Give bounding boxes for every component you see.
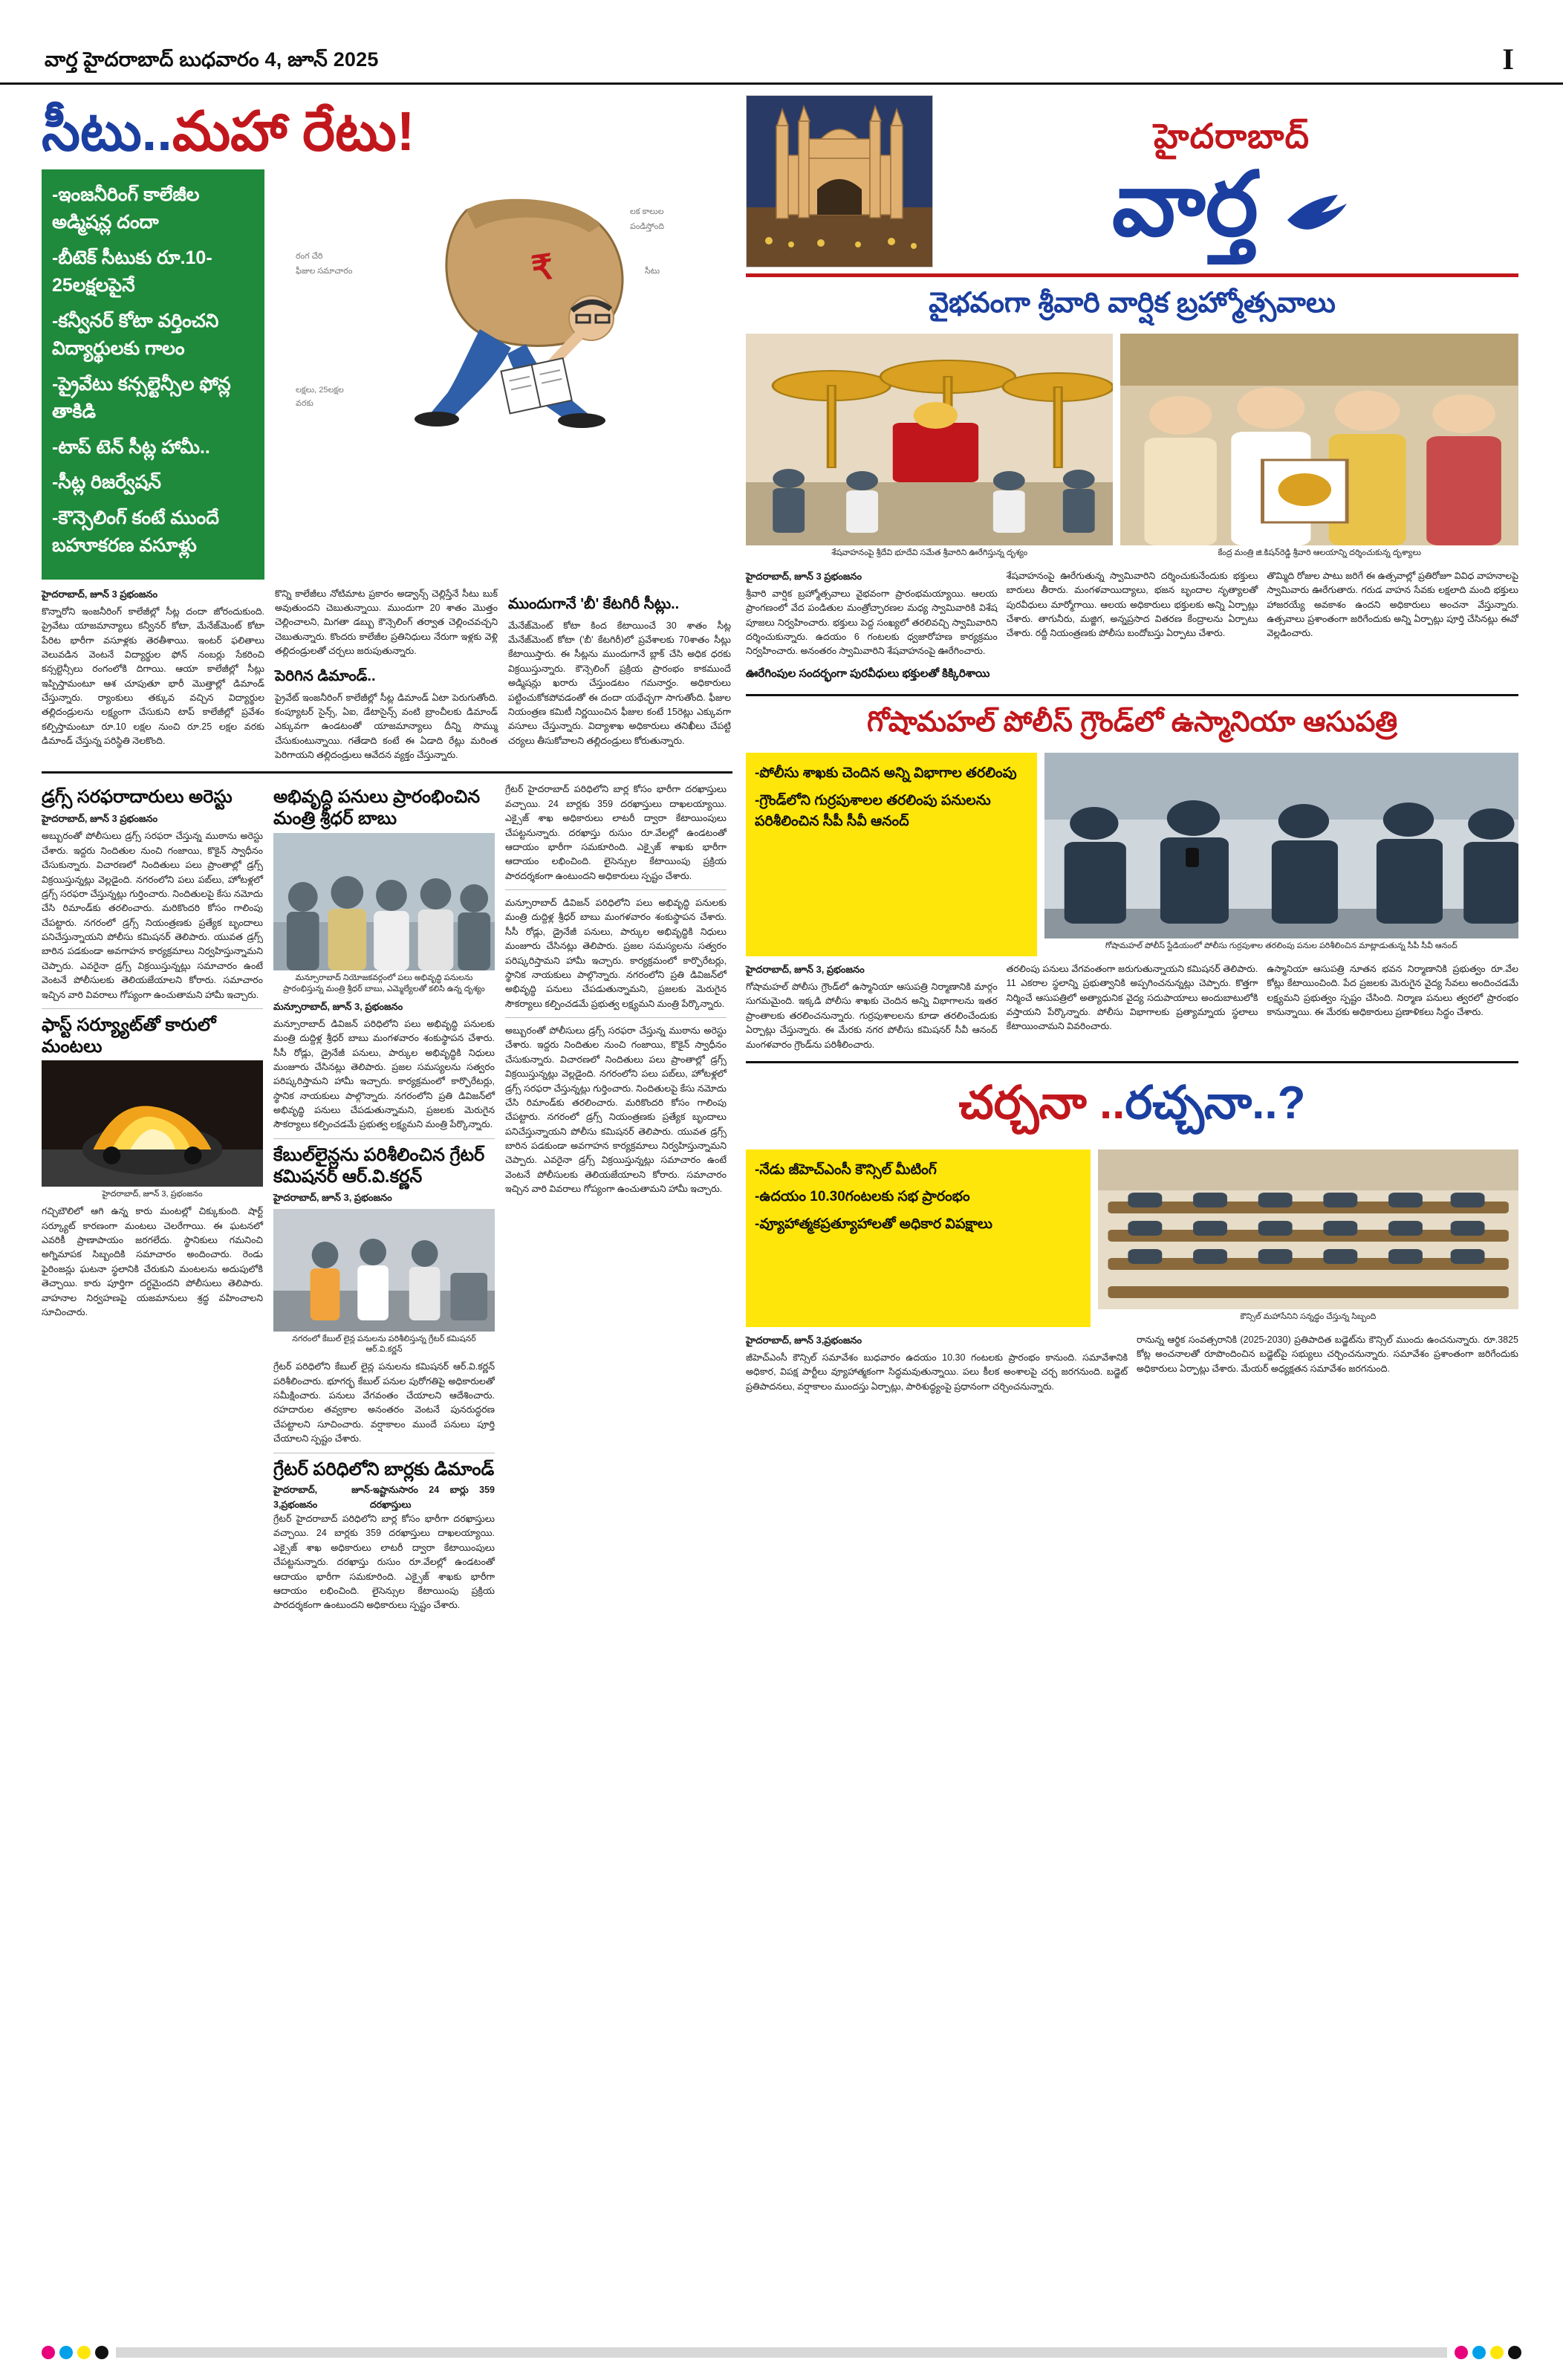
- charminar-photo: [746, 95, 933, 267]
- hospital-text-columns: [746, 962, 1518, 1052]
- dot-cyan: [59, 2346, 73, 2359]
- minister-temple-caption: కేంద్ర మంత్రి జి.కిషన్‌రెడ్డి శ్రీవారి ఆలయాన్ని దర్శించుకున్న దృశ్యాలు: [1218, 548, 1421, 557]
- lead-bullet-1: -బీటెక్ సీటుకు రూ.10-25లక్షలపైనే: [52, 247, 212, 296]
- right-registration-dots: [1455, 2346, 1521, 2359]
- left-column: [42, 95, 732, 1613]
- hospital-byline: హైదరాబాద్, జూన్ 3, ప్రభంజనం: [746, 963, 865, 975]
- story-minister-body: మన్సూరాబాద్ డివిజన్ పరిధిలోని పలు అభివృద్ధి పనులకు మంత్రి దుద్దిళ్ల శ్రీధర్ బాబు మంగళవారం శంకుస్థాపన చేశారు. సీసీ రోడ్లు, డ్రైనేజీ పనులు, పార్కుల అభివృద్ధికి నిధులు మంజూరు చేసినట్లు తెలిపారు. ప్రజల సమస్యలను సత్వరం పరిష్కరిస్తామని హామీ ఇచ్చారు. కార్యక్రమంలో కార్పొరేటర్లు, స్థానిక నాయకులు పాల్గొన్నారు. నగరంలోని ప్రతి డివిజన్‌లో అభివృద్ధి పనులు చేపడుతున్నామని, ప్రజలకు మెరుగైన సౌకర్యాలు కల్పించడమే ప్రభుత్వ లక్ష్యమని మంత్రి పేర్కొన్నారు.: [273, 1018, 495, 1130]
- story-hospital-head: గోషామహల్ పోలీస్ గ్రౌండ్‌లో ఉస్మానియా ఆసుపత్రి: [866, 707, 1398, 739]
- right-column: [746, 95, 1518, 1613]
- lead-col-1: [42, 587, 264, 763]
- hospital-col3: [1267, 962, 1518, 1052]
- lead-headline-part1: సీటు..: [42, 100, 172, 162]
- bottom-color-registration-strip: [42, 2344, 1521, 2361]
- hospital-bullets-box: [746, 753, 1037, 956]
- council-bullet-2: -వ్యూహాత్మకప్రత్యూహాలతో అధికార విపక్షాలు: [755, 1216, 992, 1232]
- minister-photo: [273, 833, 495, 970]
- flag-titles: [945, 116, 1518, 254]
- minister-photo-caption: మన్సూరాబాద్ నియోజకవర్గంలో పలు అభివృద్ధి పనులను ప్రారంభిస్తున్న మంత్రి శ్రీధర్ బాబు, ఎమ్మెల్యేలతో కలిసి ఉన్న దృశ్యం: [283, 973, 485, 993]
- lead-top-block: [42, 169, 732, 580]
- story-minister-continuation: మన్సూరాబాద్ డివిజన్ పరిధిలోని పలు అభివృద్ధి పనులకు మంత్రి దుద్దిళ్ల శ్రీధర్ బాబు మంగళవారం శంకుస్థాపన చేశారు. సీసీ రోడ్లు, డ్రైనేజీ పనులు, పార్కుల అభివృద్ధికి నిధులు మంజూరు చేసినట్లు తెలిపారు. ప్రజల సమస్యలను సత్వరం పరిష్కరిస్తామని హామీ ఇచ్చారు. కార్యక్రమంలో కార్పొరేటర్లు, స్థానిక నాయకులు పాల్గొన్నారు. నగరంలోని ప్రతి డివిజన్‌లో అభివృద్ధి పనులు చేపడుతున్నామని, ప్రజలకు మెరుగైన సౌకర్యాలు కల్పించడమే ప్రభుత్వ లక్ష్యమని మంత్రి పేర్కొన్నారు.: [505, 898, 727, 1009]
- left-lower-col-b: [273, 782, 495, 1612]
- left-registration-dots: [42, 2346, 108, 2359]
- lead-bullet-0: -ఇంజనీరింగ్ కాలేజీల అడ్మిషన్ల దందా: [52, 184, 200, 233]
- hospital-bullet-0: -పోలీసు శాఖకు చెందిన అన్ని విభాగాల తరలింపు: [755, 765, 1017, 782]
- story-carfire-head: ఫాస్ట్ సర్య్యూట్‌తో కారులో మంటలు: [42, 1014, 216, 1057]
- story-bars-subline: [273, 1483, 495, 1512]
- svg-text:పండిస్తోంది: పండిస్తోంది: [630, 221, 664, 231]
- hospital-col2: [1007, 962, 1258, 1052]
- brahmotsavam-col1-body: శ్రీవారి వార్షిక బ్రహ్మోత్సవాలు వైభవంగా ప్రారంభమయ్యాయి. ఆలయ ప్రాంగణంలో వేద పండితుల మంత్రోచ్ఛారణల మధ్య స్వామివారికి విశేష పూజలు నిర్వహించారు. భక్తులు పెద్ద సంఖ్యలో తరలివచ్చి స్వామివారిని దర్శించుకున్నారు. ఉదయం 6 గంటలకు ధ్వజారోహణ కార్యక్రమం నిర్వహించారు. అనంతరం స్వామివారిని శేషవాహనంపై ఊరేగించారు.: [746, 588, 998, 657]
- story-minister-head: అభివృద్ధి పనులు ప్రారంభించిన మంత్రి శ్రీధర్ బాబు: [273, 787, 481, 829]
- svg-text:వరకు: వరకు: [296, 398, 313, 408]
- council-col2: [1137, 1333, 1518, 1394]
- left-lower-grid: [42, 782, 732, 1612]
- story-minister-byline: మన్సూరాబాద్, జూన్ 3, ప్రభంజనం: [273, 1000, 403, 1012]
- story-brahmotsavam-head: వైభవంగా శ్రీవారి వార్షిక బ్రహ్మోత్సవాలు: [929, 288, 1336, 319]
- newspaper-flag: [746, 95, 1518, 277]
- council-col1: [746, 1333, 1128, 1394]
- lead-col2-subhead: పెరిగిన డిమాండ్..: [275, 667, 376, 684]
- left-lower-col-c: [505, 782, 727, 1612]
- lead-col2-subbody: ప్రైవేట్ ఇంజనీరింగ్ కాలేజీల్లో సీట్ల డిమాండ్ ఏటా పెరుగుతోంది. కంప్యూటర్ సైన్స్, ఏఐ, డేటాసైన్స్ వంటి బ్రాంచీలకు డిమాండ్ ఎక్కువగా ఉండటంతో యాజమాన్యాలు దీన్ని సొమ్ము చేసుకుంటున్నాయి. గతేడాది కంటే ఈ ఏడాది రేట్లు మరింత పెరిగాయని తల్లిదండ్రులు ఆవేదన వ్యక్తం చేస్తున్నారు.: [275, 692, 498, 761]
- lead-bullet-6: -కౌన్సెలింగ్ కంటే ముందే బహూకరణ వసూళ్లు: [52, 507, 219, 557]
- masthead-date-line: వార్త హైదరాబాద్ బుధవారం 4, జూన్ 2025: [45, 48, 379, 71]
- divider-b1: [273, 1138, 495, 1139]
- brahmotsavam-byline: హైదరాబాద్, జూన్ 3 ప్రభంజనం: [746, 570, 862, 582]
- story-carfire-byline: హైదరాబాద్, జూన్ 3, ప్రభంజనం: [102, 1190, 203, 1199]
- dot-yellow: [77, 2346, 91, 2359]
- registration-grey-bar: [116, 2347, 1447, 2358]
- divider-a1: [42, 1008, 263, 1009]
- svg-text:లక కాలుల: లక కాలుల: [630, 207, 664, 216]
- council-hall-photo: [1098, 1150, 1518, 1309]
- lead-headline: [42, 100, 732, 162]
- divider-c2: [505, 1017, 727, 1018]
- lead-col-3: [508, 587, 731, 763]
- flag-city-title: హైదరాబాద్: [1154, 117, 1310, 155]
- lead-bullet-5: -సీట్ల రిజర్వేషన్: [52, 472, 161, 493]
- masthead-bar: [0, 0, 1563, 85]
- brahmotsavam-sub2: ఊరేగింపుల సందర్భంగా పురవీధులు భక్తులతో కిక్కిరిశాయి: [746, 667, 990, 680]
- left-divider: [42, 771, 732, 774]
- brahmotsavam-col3-body: తొమ్మిది రోజుల పాటు జరిగే ఈ ఉత్సవాల్లో ప్రతిరోజూ వివిధ వాహనాలపై స్వామివారు ఊరేగుతారు. గరుడ వాహన సేవకు లక్షలాది మంది భక్తులు హాజరయ్యే అవకాశం ఉందని అధికారులు అంచనా వేస్తున్నారు. ఉత్సవాలు ప్రశాంతంగా జరిగేందుకు అన్ని ఏర్పాట్లు పూర్తి చేసినట్లు ఈవో వెల్లడించారు.: [1267, 570, 1519, 639]
- lead-bullet-4: -టాప్ టెన్ సీట్ల హామీ..: [52, 436, 210, 458]
- lead-byline: హైదరాబాద్, జూన్ 3 ప్రభంజనం: [42, 588, 158, 600]
- story-council-head-part1: చర్చనా ..: [958, 1077, 1125, 1129]
- police-ground-photo: [1044, 753, 1518, 938]
- story-bars-continuation: గ్రేటర్ హైదరాబాద్ పరిధిలోని బార్ల కోసం భారీగా దరఖాస్తులు వచ్చాయి. 24 బార్లకు 359 దరఖాస్తులు దాఖలయ్యాయి. ఎక్సైజ్ శాఖ అధికారులు లాటరీ ద్వారా కేటాయింపులు చేపట్టనున్నారు. దరఖాస్తు రుసుం రూ.వేలల్లో ఉండటంతో ఆదాయం భారీగా సమకూరింది. ఎక్సైజ్ శాఖకు భారీగా ఆదాయం లభించింది. లైసెన్సుల కేటాయింపు ప్రక్రియ పారదర్శకంగా ఉంటుందని అధికారులు స్పష్టం చేశారు.: [505, 784, 727, 881]
- hospital-col1-body: గోషామహల్ పోలీసు గ్రౌండ్‌లో ఉస్మానియా ఆసుపత్రి నిర్మాణానికి మార్గం సుగమమైంది. ఇక్కడి పోలీసు శాఖకు చెందిన అన్ని విభాగాలను ఇతర ప్రాంతాలకు తరలించనున్నారు. గుర్రపుశాలలను కూడా తరలించేందుకు ఏర్పాట్లు చేస్తున్నారు. ఈ మేరకు నగర పోలీసు కమిషనర్ సీవీ ఆనంద్ మంగళవారం గ్రౌండ్‌ను పరిశీలించారు.: [746, 982, 998, 1050]
- council-photo-row: [746, 1150, 1518, 1327]
- brahmotsavam-col3: [1267, 569, 1518, 685]
- council-col2-body: రానున్న ఆర్థిక సంవత్సరానికి (2025-2030) ప్రతిపాదిత బడ్జెట్‌ను కౌన్సిల్ ముందు ఉంచనున్నారు. రూ.3825 కోట్ల అంచనాలతో రూపొందించిన బడ్జెట్‌పై సభ్యులు చర్చించనున్నారు. సమావేశం ప్రశాంతంగా జరిగేందుకు అధికారులు ఏర్పాట్లు చేశారు. మేయర్ అధ్యక్షతన సమావేశం జరగనుంది.: [1137, 1334, 1518, 1374]
- council-byline: హైదరాబాద్, జూన్ 3,ప్రభంజనం: [746, 1334, 862, 1346]
- dot-black: [95, 2346, 108, 2359]
- flag-main-title: [945, 155, 1518, 254]
- bird-icon: [1283, 162, 1351, 207]
- brahmotsavam-col2-body: శేషవాహనంపై ఊరేగుతున్న స్వామివారిని దర్శించుకునేందుకు భక్తులు బారులు తీరారు. మంగళవాయిద్యాలు, భజన బృందాల నృత్యాలతో పురవీధులు మార్మోగాయి. ఆలయ అధికారులు భక్తులకు అన్ని ఏర్పాట్లు చేశారు. తాగునీరు, మజ్జిగ, అన్నప్రసాద వితరణ కేంద్రాలను ఏర్పాటు చేశారు. రద్దీ నియంత్రణకు పోలీసు బందోబస్తు ఏర్పాటు చేశారు.: [1006, 570, 1258, 639]
- lead-bullet-2: -కన్వీనర్ కోటా వర్తించని విద్యార్థులకు గాలం: [52, 310, 219, 360]
- story-cable-byline: హైదరాబాద్, జూన్ 3, ప్రభంజనం: [273, 1192, 392, 1204]
- left-lower-col-a: [42, 782, 263, 1612]
- lead-bullets-box: [42, 169, 264, 580]
- story-council-head: [746, 1077, 1518, 1141]
- page-content: [0, 85, 1563, 1613]
- svg-text:₹: ₹: [529, 247, 556, 288]
- right-divider-1: [746, 694, 1518, 696]
- hospital-col1: [746, 962, 998, 1052]
- cable-inspection-photo: [273, 1209, 495, 1332]
- lead-cartoon-illustration: [275, 169, 732, 437]
- lead-col-2: [275, 587, 498, 763]
- story-bars-body: గ్రేటర్ హైదరాబాద్ పరిధిలోని బార్ల కోసం భారీగా దరఖాస్తులు వచ్చాయి. 24 బార్లకు 359 దరఖాస్తులు దాఖలయ్యాయి. ఎక్సైజ్ శాఖ అధికారులు లాటరీ ద్వారా కేటాయింపులు చేపట్టనున్నారు. దరఖాస్తు రుసుం రూ.వేలల్లో ఉండటంతో ఆదాయం భారీగా సమకూరింది. ఎక్సైజ్ శాఖకు భారీగా ఆదాయం లభించింది. లైసెన్సుల కేటాయింపు ప్రక్రియ పారదర్శకంగా ఉంటుందని అధికారులు స్పష్టం చేశారు.: [273, 1514, 495, 1611]
- story-cable-head: కేబుల్‌లైన్లను పరిశీలించిన గ్రేటర్ కమిషనర్ ఆర్.వి.కర్ణన్: [273, 1144, 485, 1187]
- council-bullet-0: -నేడు జీహెచ్ఎంసీ కౌన్సిల్ మీటింగ్: [755, 1161, 937, 1178]
- lead-col2-body: కొన్ని కాలేజీలు నోటిమాట ప్రకారం అడ్వాన్స్ చెల్లిస్తేనే సీటు బుక్ అవుతుందని చెబుతున్నాయి. ముందుగా 20 శాతం మొత్తం చెల్లించాలని, మిగతా డబ్బు కౌన్సెలింగ్ తర్వాత చెల్లించవచ్చని చెబుతున్నారు. కొందరు కాలేజీల ప్రతినిధులు నేరుగా ఇళ్లకు వెళ్లి తల్లిదండ్రులతో చర్చలు జరుపుతున్నారు.: [275, 588, 498, 657]
- minister-temple-photo: [1120, 334, 1518, 545]
- brahmotsavam-col1: [746, 569, 998, 685]
- dot-magenta-right: [1455, 2346, 1468, 2359]
- hospital-col3-body: ఉస్మానియా ఆసుపత్రి నూతన భవన నిర్మాణానికి ప్రభుత్వం రూ.వేల కోట్లు కేటాయించింది. పేద ప్రజలకు మెరుగైన వైద్య సేవలు అందించడమే లక్ష్యమని ప్రభుత్వం స్పష్టం చేసింది. నిర్మాణ పనులు త్వరలో ప్రారంభం కానున్నాయి. ఈ మేరకు అధికారులు ప్రణాళికలు సిద్ధం చేశారు.: [1267, 963, 1519, 1018]
- story-drugs-head: డ్రగ్స్ సరఫరాదారులు అరెస్టు: [42, 787, 233, 808]
- brahmotsavam-photo-row: [746, 334, 1518, 563]
- council-col1-body: జీహెచ్ఎంసీ కౌన్సిల్ సమావేశం బుధవారం ఉదయం 10.30 గంటలకు ప్రారంభం కానుంది. సమావేశానికి అధికార, విపక్ష పార్టీలు వ్యూహాత్మకంగా సిద్ధమవుతున్నాయి. పలు కీలక అంశాలపై చర్చ జరగనుంది. బడ్జెట్ ప్రతిపాదనలు, వర్షాకాలం ముందస్తు ఏర్పాట్లు, పారిశుద్ధ్యంపై ప్రధానంగా చర్చించనున్నారు.: [746, 1352, 1128, 1392]
- divider-c1: [505, 889, 727, 890]
- police-ground-caption: గోషామహల్ పోలీస్ స్టేడియంలో పోలీసు గుర్రపుశాల తరలింపు పనుల పరిశీలించిన మాట్లాడుతున్న సీపీ సీవీ ఆనంద్: [1105, 941, 1458, 951]
- lead-headline-part2: మహా రేటు!: [172, 100, 415, 162]
- lead-bullet-3: -ప్రైవేటు కన్సల్టెన్సీల ఫోన్ల తాకిడి: [52, 373, 231, 423]
- dot-cyan-right: [1472, 2346, 1486, 2359]
- story-drugs-continuation: అబ్బురంతో పోలీసులు డ్రగ్స్ సరఫరా చేస్తున్న ముఠాను అరెస్టు చేశారు. ఇద్దరు నిందితుల నుంచి గంజాయి, కొకైన్ స్వాధీనం చేసుకున్నారు. విచారణలో నిందితులు పలు ప్రాంతాల్లో డ్రగ్స్ విక్రయిస్తున్నట్లు వెల్లడైంది. నగరంలోని పలు పబ్‌లు, హోటళ్లలో డ్రగ్స్ సరఫరా చేస్తున్నట్లు గుర్తించారు. నిందితులపై కేసు నమోదు చేసి రిమాండ్‌కు తరలించారు. మరికొందరి కోసం గాలింపు చేపట్టారు. నగరంలో డ్రగ్స్ నియంత్రణకు ప్రత్యేక బృందాలు పనిచేస్తున్నాయని పోలీసు కమిషనర్ తెలిపారు. యువత డ్రగ్స్ బారిన పడకుండా అవగాహన కార్యక్రమాలు నిర్వహిస్తున్నామని చెప్పారు. ఎవరైనా డ్రగ్స్ విక్రయిస్తున్నట్లు సమాచారం ఉంటే వెంటనే పోలీసులకు తెలియజేయాలని కోరారు. సమాచారం ఇచ్చిన వారి వివరాలు గోప్యంగా ఉంచుతామని హామీ ఇచ్చారు.: [505, 1025, 727, 1195]
- story-drugs-byline: హైదరాబాద్, జూన్ 3 ప్రభంజనం: [42, 813, 158, 825]
- page-number: I: [1502, 42, 1514, 76]
- council-bullets-box: [746, 1150, 1091, 1327]
- car-fire-photo: [42, 1060, 263, 1187]
- lead-body-columns: [42, 587, 732, 763]
- seshavahanam-caption: శేషవాహనంపై శ్రీదేవి భూదేవి సమేత శ్రీవారిని ఊరేగిస్తున్న దృశ్యం: [831, 548, 1028, 557]
- story-bars-sub: -ఇష్టానుసారం 24 బార్లు 359 దరఖాస్తులు: [369, 1485, 495, 1510]
- story-carfire-body: గచ్చిబౌలిలో ఆగి ఉన్న కారు మంటల్లో చిక్కుకుంది. షార్ట్ సర్క్యూట్ కారణంగా మంటలు చెలరేగాయి. ఈ ఘటనలో ఎవరికీ ప్రాణాపాయం జరగలేదు. స్థానికులు గమనించి అగ్నిమాపక సిబ్బందికి సమాచారం అందించారు. రెండు ఫైరింజన్లు ఘటనా స్థలానికి చేరుకుని మంటలను అదుపులోకి తెచ్చాయి. కారు పూర్తిగా దగ్ధమైందని పోలీసులు తెలిపారు. వాహనాల నిర్వహణపై యజమానులు శ్రద్ధ వహించాలని సూచించారు.: [42, 1206, 263, 1317]
- council-hall-caption: కౌన్సిల్ మహాసేనిని సన్నద్ధం చేస్తున్న సిబ్బంది: [1240, 1311, 1377, 1321]
- svg-text:ఫీజుల సమాచారం: ఫీజుల సమాచారం: [296, 266, 353, 276]
- story-bars-byline: హైదరాబాద్, జూన్ 3,ప్రభంజనం: [273, 1485, 370, 1510]
- brahmotsavam-text-columns: [746, 569, 1518, 685]
- right-divider-2: [746, 1061, 1518, 1063]
- council-bullet-1: -ఉదయం 10.30గంటలకు సభ ప్రారంభం: [755, 1189, 970, 1205]
- brahmotsavam-col2: [1007, 569, 1258, 685]
- lead-col3-subhead: ముందుగానే 'బీ' కేటగిరీ సీట్లు..: [508, 595, 680, 612]
- svg-text:సీటు: సీటు: [645, 266, 660, 276]
- story-bars-head: గ్రేటర్ పరిధిలోని బార్లకు డిమాండ్: [273, 1459, 495, 1479]
- story-council-head-part2: రచ్చనా..?: [1125, 1077, 1306, 1129]
- svg-text:రంగ చేరి: రంగ చేరి: [296, 251, 323, 261]
- cable-photo-caption: నగరంలో కేబుల్ లైన్ల పనులను పరిశీలిస్తున్న గ్రేటర్ కమిషనర్ ఆర్.వి.కర్ణన్: [292, 1334, 476, 1355]
- hospital-photo-row: [746, 753, 1518, 956]
- svg-text:లక్షలు, 25లక్షల: లక్షలు, 25లక్షల: [296, 385, 344, 395]
- dot-yellow-right: [1490, 2346, 1504, 2359]
- seshavahanam-photo: [746, 334, 1113, 545]
- story-drugs-body: అబ్బురంతో పోలీసులు డ్రగ్స్ సరఫరా చేస్తున్న ముఠాను అరెస్టు చేశారు. ఇద్దరు నిందితుల నుంచి గంజాయి, కొకైన్ స్వాధీనం చేసుకున్నారు. విచారణలో నిందితులు పలు ప్రాంతాల్లో డ్రగ్స్ విక్రయిస్తున్నట్లు వెల్లడైంది. నగరంలోని పలు పబ్‌లు, హోటళ్లలో డ్రగ్స్ సరఫరా చేస్తున్నట్లు గుర్తించారు. నిందితులపై కేసు నమోదు చేసి రిమాండ్‌కు తరలించారు. మరికొందరి కోసం గాలింపు చేపట్టారు. నగరంలో డ్రగ్స్ నియంత్రణకు ప్రత్యేక బృందాలు పనిచేస్తున్నాయని పోలీసు కమిషనర్ తెలిపారు. యువత డ్రగ్స్ బారిన పడకుండా అవగాహన కార్యక్రమాలు నిర్వహిస్తున్నామని చెప్పారు. ఎవరైనా డ్రగ్స్ విక్రయిస్తున్నట్లు సమాచారం ఉంటే వెంటనే పోలీసులకు తెలియజేయాలని కోరారు. సమాచారం ఇచ్చిన వారి వివరాలు గోప్యంగా ఉంచుతామని హామీ ఇచ్చారు.: [42, 831, 263, 1000]
- flag-main-title-text: వార్త: [1111, 155, 1258, 254]
- story-cable-body: గ్రేటర్ పరిధిలోని కేబుల్ లైన్ల పనులను కమిషనర్ ఆర్.వి.కర్ణన్ పరిశీలించారు. భూగర్భ కేబుల్ పనుల పురోగతిపై అధికారులతో సమీక్షించారు. పనులు వేగవంతం చేయాలని ఆదేశించారు. రహదారుల తవ్వకాల అనంతరం వెంటనే పునరుద్ధరణ చేపట్టాలని సూచించారు. వర్షాకాలం ముందే పనులు పూర్తి చేయాలని స్పష్టం చేశారు.: [273, 1361, 495, 1444]
- dot-magenta: [42, 2346, 55, 2359]
- lead-col3-body: మేనేజ్‌మెంట్ కోటా కింద కేటాయించే 30 శాతం సీట్ల మేనేజ్‌మెంట్ కోటా ('బీ' కేటగిరీ)లో ప్రవేశాలకు 70శాతం సీట్లు కేటాయిస్తారు. ఈ సీట్లను ముందుగానే బ్లాక్ చేసి అధిక ధరకు విక్రయిస్తున్నారు. కౌన్సెలింగ్ ప్రక్రియ ప్రారంభం కాకముందే అడ్మిషన్లు ఖరారు చేస్తుండటం గమనార్హం. అధికారులు పట్టించుకోకపోవడంతో ఈ దందా యథేచ్ఛగా సాగుతోంది. ఫీజుల నియంత్రణ కమిటీ నిర్ణయించిన ఫీజుల కంటే 15రెట్లు ఎక్కువగా వసూలు చేస్తున్నారు. విద్యాశాఖ అధికారులు తనిఖీలు చేపట్టి చర్యలు తీసుకోవాలని తల్లిదండ్రులు కోరుతున్నారు.: [508, 620, 731, 746]
- lead-col1-body: కొన్నారోని ఇంజనీరింగ్ కాలేజీల్లో సీట్ల దందా జోరందుకుంది. ప్రైవేటు యాజమాన్యాలు కన్వీనర్ కోటా, మేనేజ్‌మెంట్ కోటా పేరిట భారీగా వసూళ్లకు తెరతీశాయి. ఇంటర్ ఫలితాలు వెలువడిన వెంటనే విద్యార్థుల ఫోన్ నంబర్లు సేకరించి కన్సల్టెన్సీలు రంగంలోకి దిగాయి. ఆయా కాలేజీల్లో సీట్లు ఇప్పిస్తామంటూ ఆశ చూపుతూ భారీ మొత్తాల్లో డిమాండ్ చేస్తున్నారు. ర్యాంకులు తక్కువ వచ్చిన విద్యార్థుల తల్లిదండ్రులను లక్ష్యంగా చేసుకుని టాప్ కాలేజీల్లో ప్రవేశం కల్పిస్తామంటూ రూ.10 లక్షల నుంచి రూ.25 లక్షల వరకు డిమాండ్ చేస్తున్న పరిస్థితి నెలకొంది.: [42, 606, 264, 747]
- hospital-col2-body: తరలింపు పనులు వేగవంతంగా జరుగుతున్నాయని కమిషనర్ తెలిపారు. 11 ఎకరాల స్థలాన్ని ప్రభుత్వానికి అప్పగించనున్నట్లు చెప్పారు. కొత్తగా నిర్మించే ఆసుపత్రిలో అత్యాధునిక వైద్య సదుపాయాలు అందుబాటులోకి వస్తాయని పేర్కొన్నారు. పోలీసు విభాగాలకు ప్రత్యామ్నాయ స్థలాలు కేటాయించామని వివరించారు.: [1006, 963, 1258, 1032]
- council-text-columns: [746, 1333, 1518, 1394]
- hospital-bullet-1: -గ్రౌండ్‌లోని గుర్రపుశాలల తరలింపు పనులను పరిశీలించిన సీపీ సీవీ ఆనంద్: [755, 792, 991, 830]
- dot-black-right: [1508, 2346, 1521, 2359]
